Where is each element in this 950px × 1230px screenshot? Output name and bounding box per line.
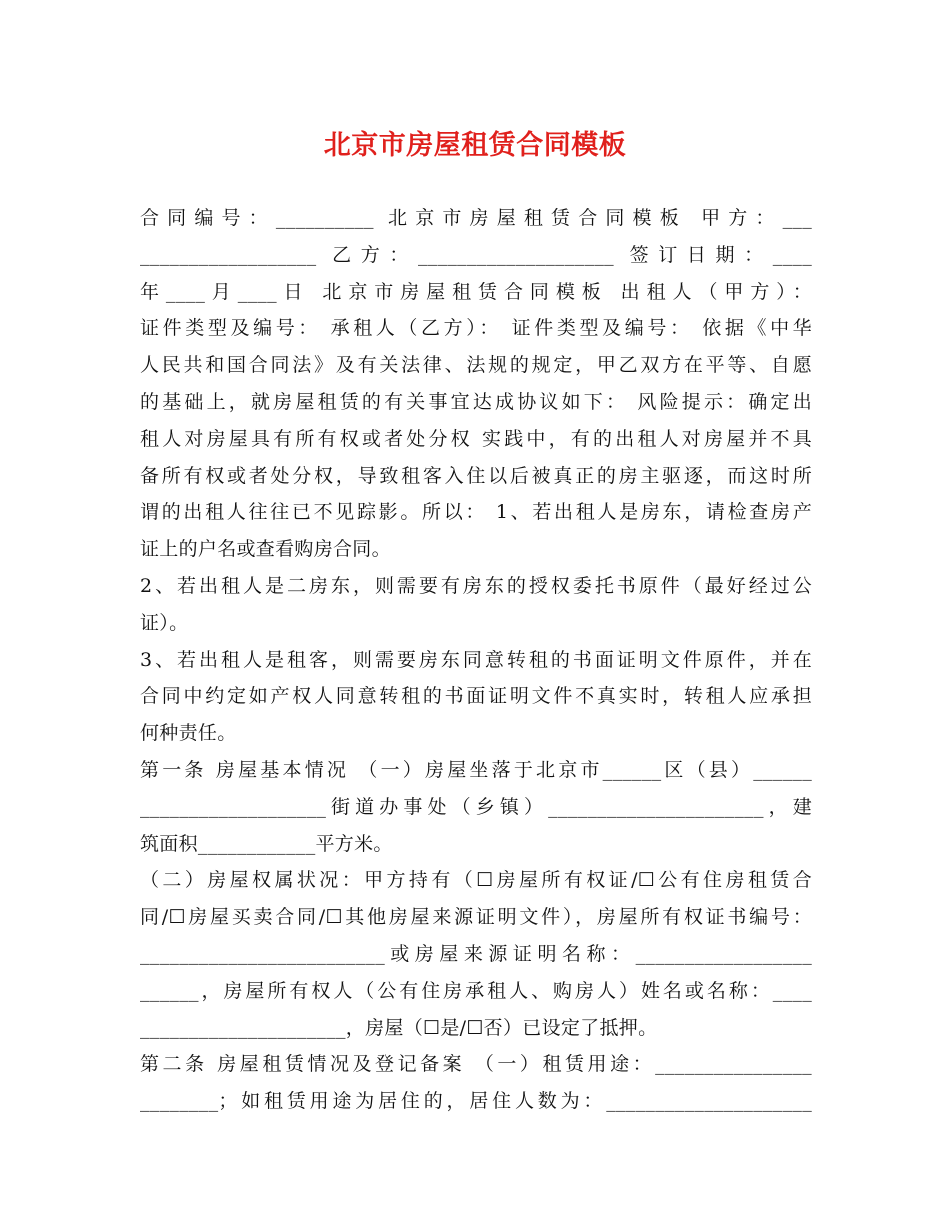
text-line: _________________________或房屋来源证明名称：__________________ bbox=[140, 942, 812, 965]
text-line: 谓的出租人往往已不见踪影。所以： 1、若出租人是房东，请检查房产 bbox=[140, 501, 812, 524]
text-line: ________；如租赁用途为居住的，居住人数为：_____________________ bbox=[140, 1090, 812, 1113]
text-line: ______，房屋所有权人（公有住房承租人、购房人）姓名或名称：____ bbox=[140, 979, 812, 1002]
text-line: 筑面积____________平方米。 bbox=[140, 832, 393, 855]
text-line: 证上的户名或查看购房合同。 bbox=[140, 538, 391, 561]
text-line: _____________________，房屋（☐是/☐否）已设定了抵押。 bbox=[140, 1016, 658, 1039]
text-line: 人民共和国合同法》及有关法律、法规的规定，甲乙双方在平等、自愿 bbox=[140, 354, 812, 377]
text-line: ___________________街道办事处（乡镇）______________________，建 bbox=[140, 795, 812, 818]
text-line: 年____月____日 北京市房屋租赁合同模板 出租人（甲方）： bbox=[140, 280, 812, 303]
document-body bbox=[140, 200, 812, 1120]
text-line: 合同编号：__________ 北京市房屋租赁合同模板 甲方：___ bbox=[140, 207, 812, 229]
text-line: 2、若出租人是二房东，则需要有房东的授权委托书原件（最好经过公 bbox=[140, 574, 812, 597]
text-line: 备所有权或者处分权，导致租客入住以后被真正的房主驱逐，而这时所 bbox=[140, 464, 812, 487]
text-line: 的基础上，就房屋租赁的有关事宜达成协议如下： 风险提示：确定出 bbox=[140, 390, 812, 413]
text-line: 何种责任。 bbox=[140, 722, 237, 745]
text-line: __________________ 乙方：____________________ 签订日期：____ bbox=[140, 243, 812, 266]
document-title: 北京市房屋租赁合同模板 bbox=[323, 130, 627, 161]
text-line: （二）房屋权属状况：甲方持有（☐房屋所有权证/☐公有住房租赁合 bbox=[140, 869, 812, 892]
text-line: 证）。 bbox=[140, 611, 189, 634]
text-line: 合同中约定如产权人同意转租的书面证明文件不真实时，转租人应承担 bbox=[140, 685, 812, 708]
text-line: 租人对房屋具有所有权或者处分权 实践中，有的出租人对房屋并不具 bbox=[140, 427, 812, 450]
text-line: 第一条 房屋基本情况 （一）房屋坐落于北京市______区（县）______ bbox=[140, 758, 812, 781]
text-line: 同/☐房屋买卖合同/☐其他房屋来源证明文件），房屋所有权证书编号： bbox=[140, 906, 812, 929]
text-line: 证件类型及编号： 承租人（乙方）： 证件类型及编号： 依据《中华 bbox=[140, 317, 812, 340]
text-line: 第二条 房屋租赁情况及登记备案 （一）租赁用途：________________ bbox=[140, 1053, 812, 1076]
text-line: 3、若出租人是租客，则需要房东同意转租的书面证明文件原件，并在 bbox=[140, 648, 812, 671]
